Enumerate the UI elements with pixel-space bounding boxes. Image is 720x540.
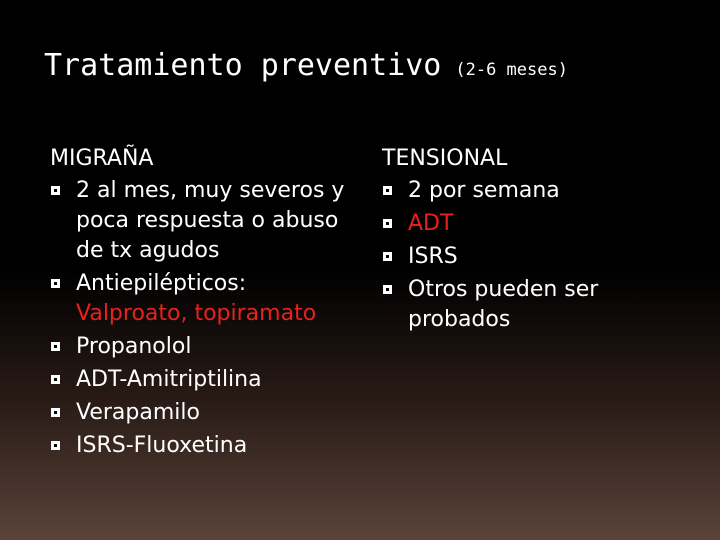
list-item: [380, 176, 680, 206]
list-item: [48, 431, 368, 461]
list-item-text: Verapamilo: [76, 400, 200, 425]
square-bullet-icon: [51, 408, 60, 417]
list-item: [48, 332, 368, 362]
list-item: [380, 209, 680, 239]
list-item-text: Otros pueden ser probados: [408, 277, 599, 332]
list-item-text: 2 por semana: [408, 178, 560, 203]
list-item: [48, 365, 368, 395]
square-bullet-icon: [383, 186, 392, 195]
right-heading: TENSIONAL: [382, 146, 508, 171]
list-item: [48, 398, 368, 428]
square-bullet-icon: [51, 186, 60, 195]
list-item-text: ISRS: [408, 244, 458, 269]
square-bullet-icon: [383, 252, 392, 261]
list-item: [48, 269, 368, 329]
square-bullet-icon: [51, 441, 60, 450]
left-list: [48, 176, 368, 461]
square-bullet-icon: [51, 342, 60, 351]
list-item-text: 2 al mes, muy severos y poca respuesta o abuso de tx agudos: [76, 178, 345, 263]
right-list: [380, 176, 680, 335]
square-bullet-icon: [51, 375, 60, 384]
list-item-text: ADT: [408, 211, 454, 236]
list-item: [380, 242, 680, 272]
list-item: [380, 275, 680, 335]
square-bullet-icon: [383, 219, 392, 228]
left-heading: MIGRAÑA: [50, 146, 154, 171]
square-bullet-icon: [51, 279, 60, 288]
right-column: [380, 142, 680, 338]
list-item-text: Propanolol: [76, 334, 192, 359]
title-subtitle: (2-6 meses): [455, 60, 568, 80]
title-main: Tratamiento preventivo: [44, 48, 442, 83]
slide-title: [44, 48, 568, 83]
left-column: [48, 142, 368, 464]
list-item-text: ISRS-Fluoxetina: [76, 433, 248, 458]
list-item-text: ADT-Amitriptilina: [76, 367, 262, 392]
square-bullet-icon: [383, 285, 392, 294]
list-item: [48, 176, 368, 266]
list-item-highlight: Valproato, topiramato: [76, 301, 317, 326]
list-item-text: Antiepilépticos:: [76, 271, 247, 296]
